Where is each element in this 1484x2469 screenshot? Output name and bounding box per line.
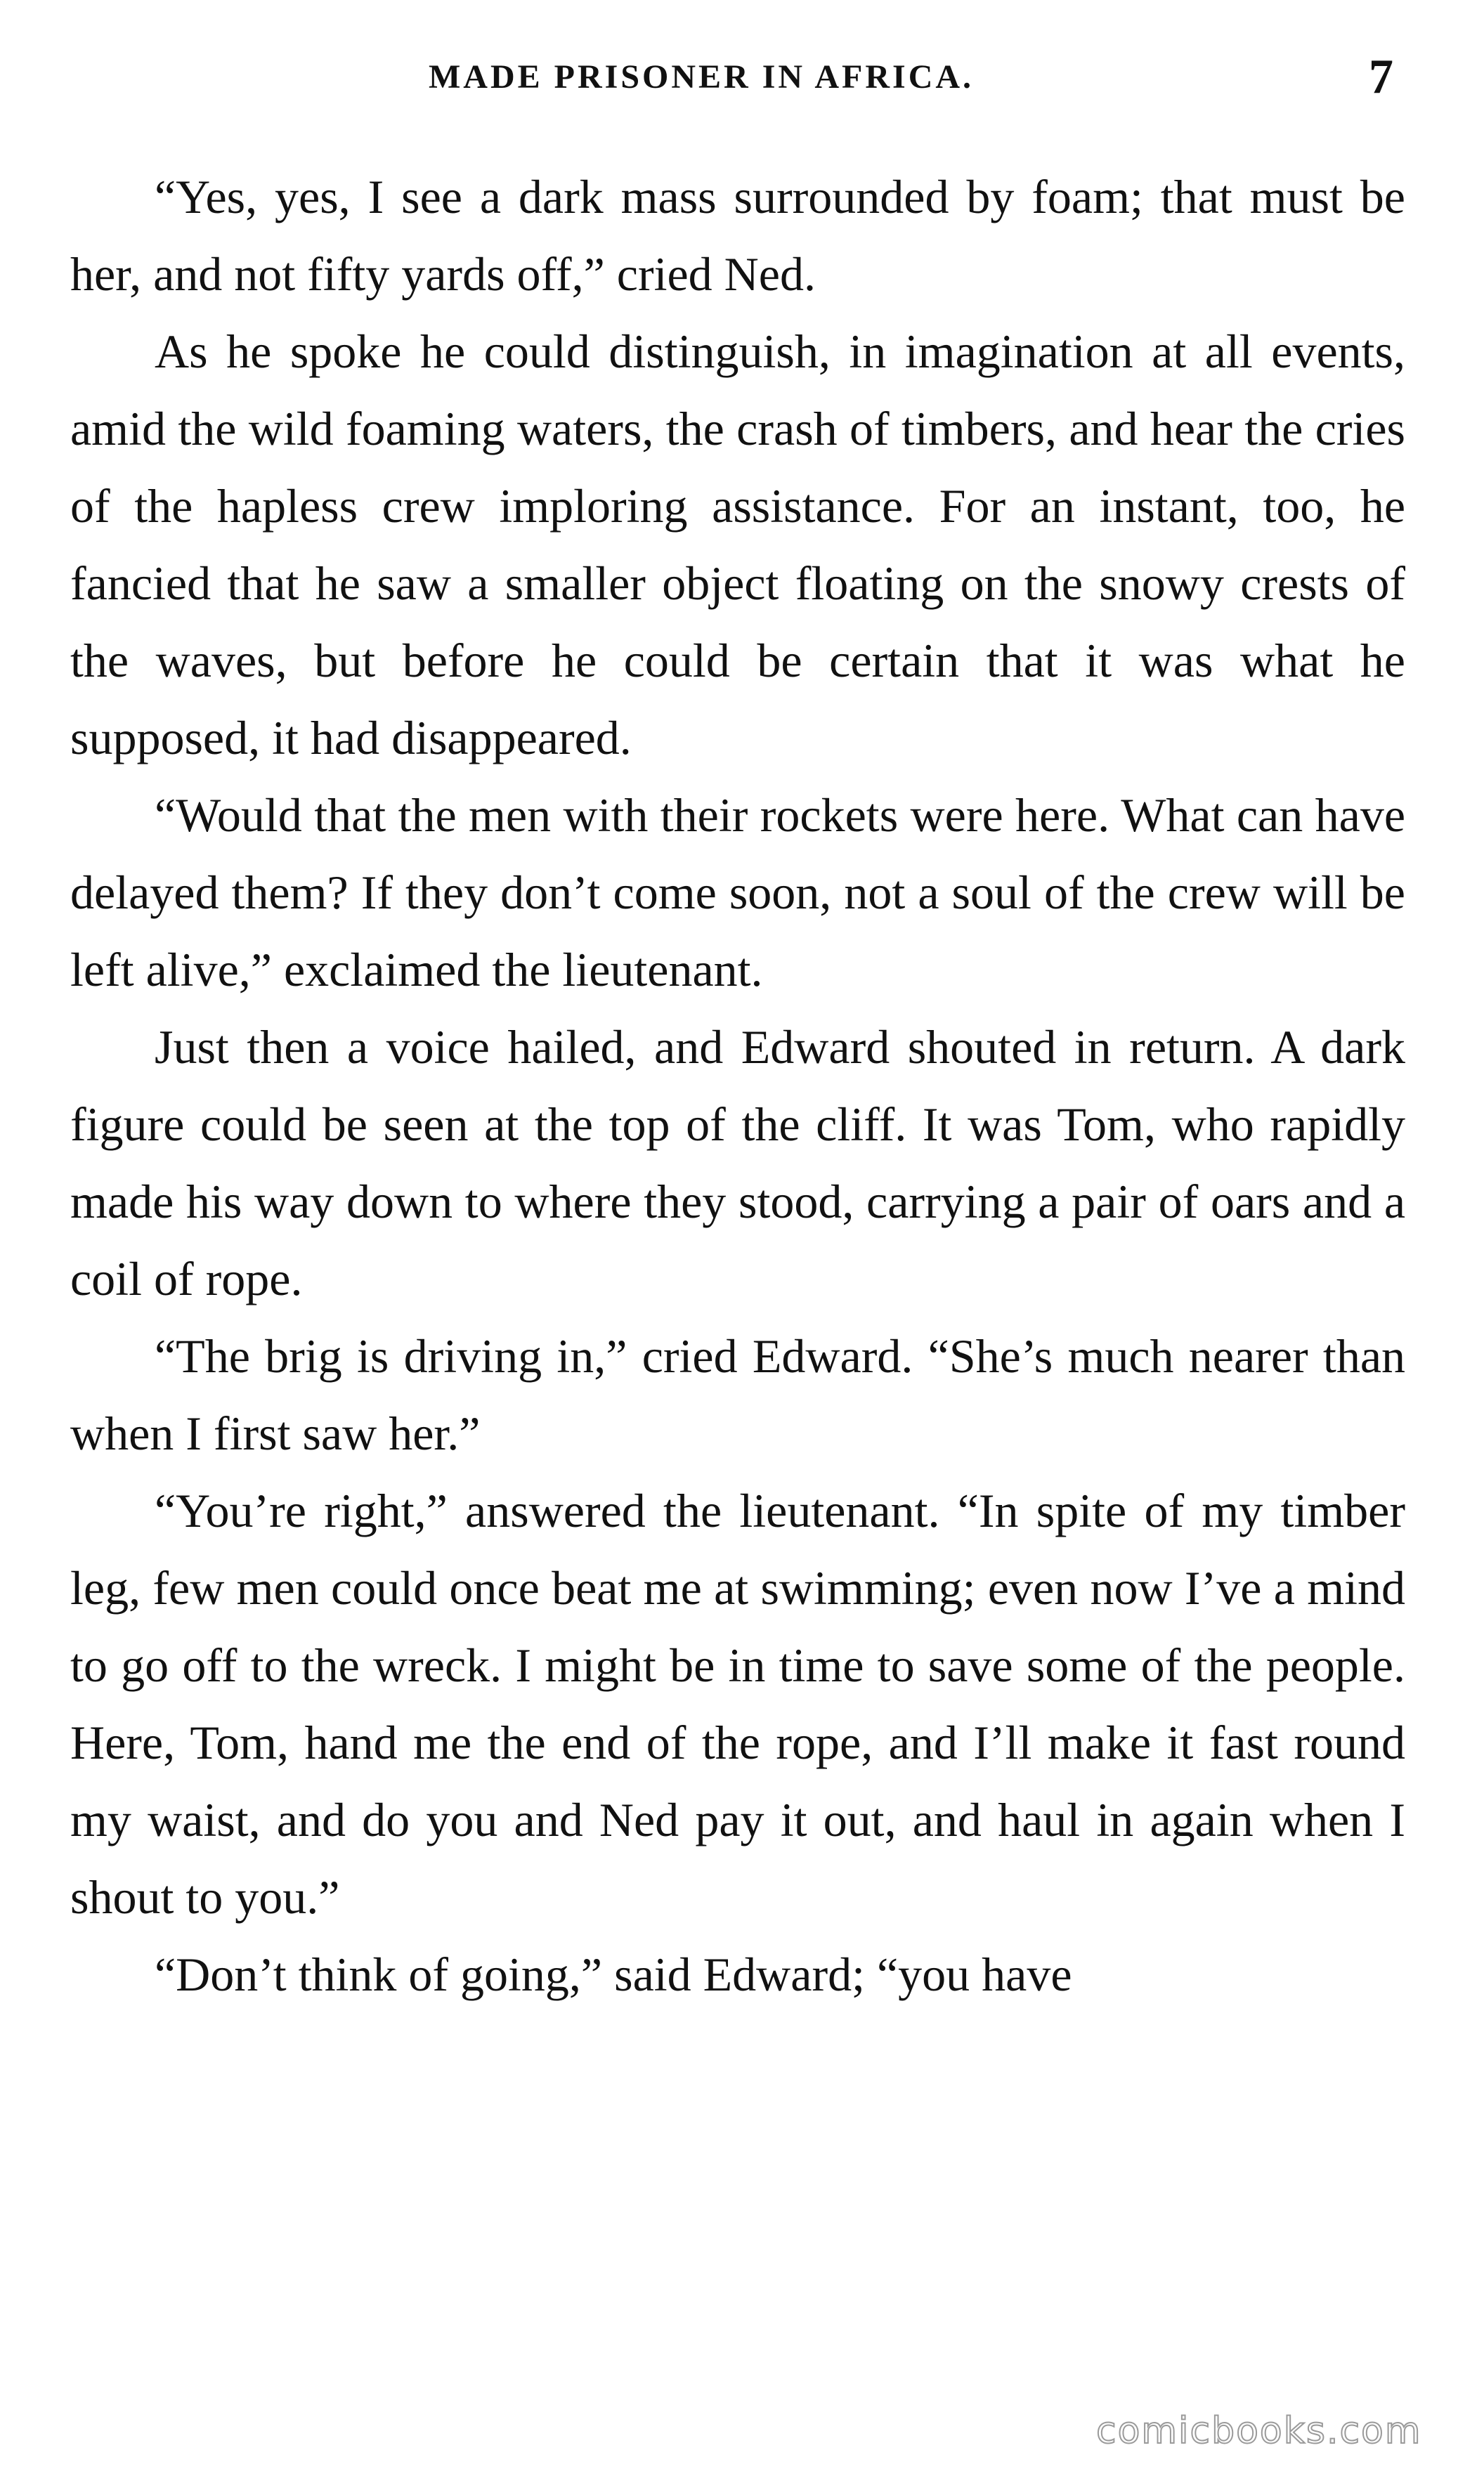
paragraph: “Don’t think of going,” said Edward; “you have (155, 1948, 1072, 2001)
paragraph: “You’re right,” answered the lieutenant. “In spite of my timber leg, few men could once beat me at swimming; even now I’ve a mind to go off to the wreck. I might be in time to save some of the people. Here, Tom, hand me the end of the rope, and I’ll make it fast round my waist, and do you and Ned pay it out, and haul in again when I shout to you.” (70, 1484, 1405, 1924)
paragraph: “Yes, yes, I see a dark mass surrounded by foam; that must be her, and not fifty yards off,” cried Ned. (70, 170, 1405, 301)
watermark: comicbooks.com (1096, 2410, 1422, 2452)
paragraph: Just then a voice hailed, and Edward shouted in return. A dark figure could be seen at the top of the cliff. It was Tom, who rapidly made his way down to where they stood, carrying a pair of oars and a coil of rope. (70, 1020, 1405, 1305)
body-text (70, 158, 1405, 2013)
page-number: 7 (1369, 50, 1393, 104)
paragraph: “The brig is driving in,” cried Edward. “She’s much nearer than when I first saw her.” (70, 1329, 1405, 1460)
page-header (0, 50, 1484, 121)
running-title: MADE PRISONER IN AFRICA. (429, 58, 975, 96)
paragraph: “Would that the men with their rockets were here. What can have delayed them? If they don’t come soon, not a soul of the crew will be left alive,” exclaimed the lieutenant. (70, 788, 1405, 996)
paragraph: As he spoke he could distinguish, in imagination at all events, amid the wild foaming waters, the crash of timbers, and hear the cries of the hapless crew imploring assistance. For an instant, too, he fancied that he saw a smaller object floating on the snowy crests of the waves, but before he could be certain that it was what he supposed, it had disappeared. (70, 325, 1405, 764)
